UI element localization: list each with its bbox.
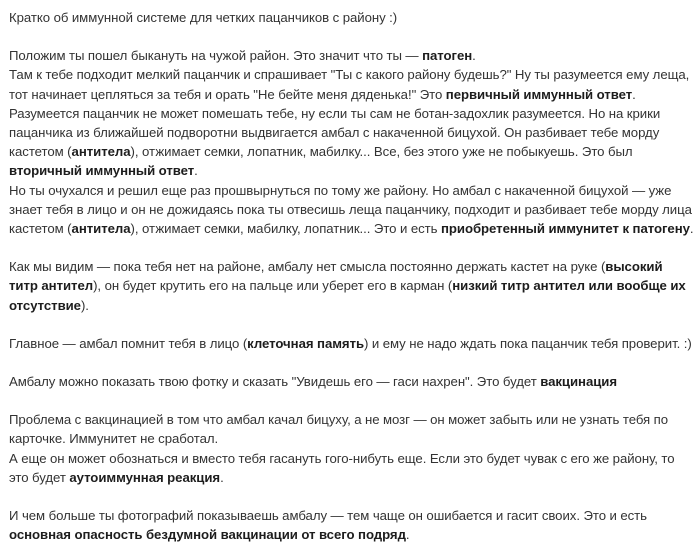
emphasized-term: патоген bbox=[422, 48, 473, 64]
paragraph bbox=[9, 506, 694, 544]
page-title bbox=[9, 8, 694, 27]
text-run: Амбалу можно показать твою фотку и сказать "Увидешь его — гаси нахрен". Это будет bbox=[9, 374, 541, 390]
paragraph bbox=[9, 449, 694, 487]
paragraph bbox=[9, 104, 694, 181]
paragraph bbox=[9, 334, 694, 353]
text-run: Положим ты пошел быкануть на чужой район. Это значит что ты — bbox=[9, 48, 423, 64]
emphasized-term: низкий титр антител или вообще их отсутствие bbox=[9, 278, 686, 313]
text-run: Там к тебе подходит мелкий пацанчик и спрашивает "Ты с какого району будешь?" Ну ты разумеется ему леща, тот начинает цепляться за тебя и орать "Не бейте меня дяденька!" Это bbox=[9, 67, 690, 102]
paragraph bbox=[9, 65, 694, 103]
text-run: И чем больше ты фотографий показываешь амбалу — тем чаще он ошибается и гасит своих. Это и есть bbox=[9, 508, 647, 524]
text-run: . bbox=[632, 86, 636, 102]
text-run: . bbox=[220, 469, 224, 485]
text-run: Главное — амбал помнит тебя в лицо ( bbox=[9, 335, 248, 351]
text-run: . bbox=[194, 163, 198, 179]
emphasized-term: вакцинация bbox=[540, 374, 617, 390]
emphasized-term: приобретенный иммунитет к патогену bbox=[440, 221, 690, 237]
emphasized-term: антитела bbox=[71, 221, 131, 237]
emphasized-term: аутоиммунная реакция bbox=[69, 469, 221, 485]
text-run: ), отжимает семки, лопатник, мабилку... Все, без этого уже не побыкуешь. Это был bbox=[130, 144, 633, 160]
paragraph bbox=[9, 410, 694, 448]
emphasized-term: высокий титр антител bbox=[9, 259, 663, 294]
emphasized-term: антитела bbox=[71, 144, 131, 160]
text-run: . bbox=[472, 48, 476, 64]
text-run: . bbox=[405, 527, 410, 543]
text-run: А еще он может обознаться и вместо тебя гасануть гого-нибуть еще. Если это будет чувак с его же району, то это будет bbox=[9, 450, 675, 485]
text-run: Как мы видим — пока тебя нет на районе, амбалу нет смысла постоянно держать кастет на руке ( bbox=[9, 259, 606, 275]
emphasized-term: первичный иммунный ответ bbox=[445, 86, 633, 102]
emphasized-term: основная опасность бездумной вакцинации от всего подряд bbox=[9, 527, 406, 543]
text-run: Разумеется пацанчик не может помешать тебе, ну если ты сам не ботан-задохлик разумеется. Но на крики пацанчика из ближайшей подворотни выдвигается амбал с накаченной бицухой. Он разбивает тебе морду кастетом ( bbox=[9, 105, 661, 160]
emphasized-term: вторичный иммунный ответ bbox=[9, 163, 195, 179]
text-run: Кратко об иммунной системе для четких пацанчиков с району :) bbox=[9, 10, 398, 25]
text-run: ). bbox=[80, 297, 89, 313]
paragraph bbox=[9, 257, 694, 315]
text-run: Проблема с вакцинацией в том что амбал качал бицуху, а не мозг — он может забыть или не узнать тебя по карточке. Иммунитет не сработал. bbox=[9, 412, 669, 447]
paragraph bbox=[9, 181, 694, 239]
text-run: ), отжимает семки, мабилку, лопатник... Это и есть bbox=[130, 221, 441, 237]
text-run: Но ты очухался и решил еще раз прошвырнуться по тому же району. Но амбал с накаченной бицухой — уже знает тебя в лицо и он не дожидаясь пока ты отвесишь леща пацанчику, подходит и разбивает тебе морду лица кастетом ( bbox=[9, 182, 692, 237]
text-run: ), он будет крутить его на пальце или уберет его в карман ( bbox=[93, 278, 453, 294]
emphasized-term: клеточная память bbox=[247, 335, 365, 351]
text-run: ) и ему не надо ждать пока пацанчик тебя проверит. :) bbox=[364, 335, 692, 351]
text-run: . bbox=[689, 221, 694, 237]
paragraph bbox=[9, 46, 694, 65]
paragraph bbox=[9, 372, 694, 391]
